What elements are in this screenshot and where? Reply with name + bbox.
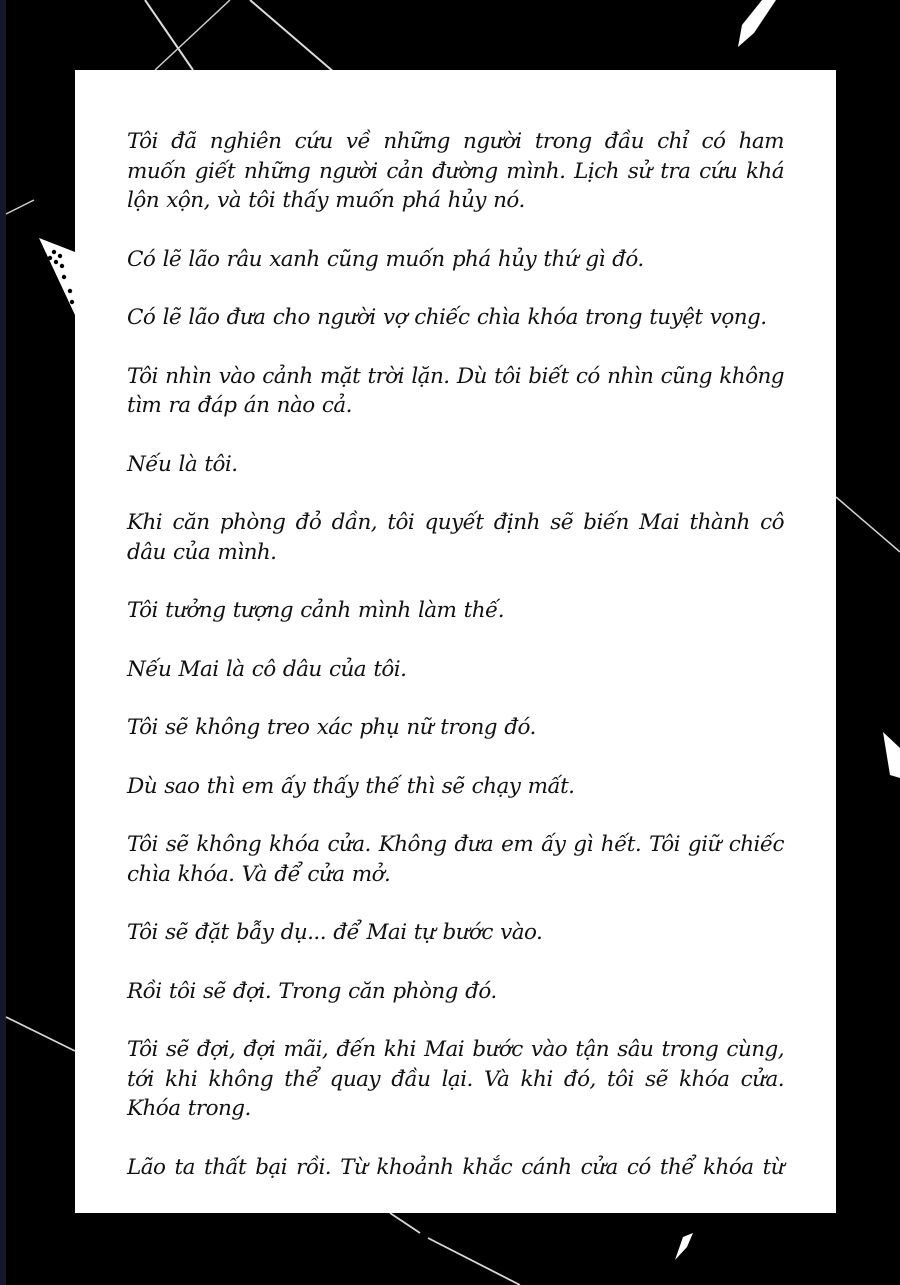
diagonal-line-left-icon bbox=[6, 1017, 75, 1051]
paragraph: Tôi sẽ không treo xác phụ nữ trong đó. bbox=[127, 715, 536, 740]
paragraph: Tôi sẽ không khóa cửa. Không đưa em ấy gì hết. Tôi giữ chiếc chìa khóa. Và để cửa mở. bbox=[127, 832, 784, 887]
paragraph: Tôi nhìn vào cảnh mặt trời lặn. Dù tôi biết có nhìn cũng không tìm ra đáp án nào cả. bbox=[127, 363, 784, 418]
glass-shard-bottom-icon bbox=[675, 1233, 693, 1260]
paragraph: Tôi sẽ đợi, đợi mãi, đến khi Mai bước vào tận sâu trong cùng, tới khi không thể quay đầu lại. Và khi đó, tôi sẽ khóa cửa. Khóa trong. bbox=[127, 1037, 784, 1121]
paragraph: Rồi tôi sẽ đợi. Trong căn phòng đó. bbox=[127, 978, 497, 1004]
glass-shard-top-right-icon bbox=[738, 0, 776, 47]
glass-shard-right-icon bbox=[883, 732, 900, 778]
paragraph: Nếu là tôi. bbox=[127, 451, 238, 477]
paragraph: Tôi tưởng tượng cảnh mình làm thế. bbox=[127, 598, 505, 623]
diagonal-line-right-icon bbox=[836, 497, 900, 552]
diagonal-line-bottom-icon bbox=[390, 1213, 520, 1285]
paragraph: Tôi sẽ đặt bẫy dụ... để Mai tự bước vào. bbox=[127, 920, 543, 945]
paragraph: Nếu Mai là cô dâu của tôi. bbox=[127, 656, 407, 682]
paragraph: Có lẽ lão râu xanh cũng muốn phá hủy thứ gì đó. bbox=[127, 246, 644, 272]
diagonal-line-left-top-icon bbox=[6, 200, 34, 214]
paragraph: Dù sao thì em ấy thấy thế thì sẽ chạy mất. bbox=[127, 773, 575, 799]
paragraph: Lão ta thất bại rồi. Từ khoảnh khắc cánh cửa có thể khóa từ bbox=[127, 1154, 784, 1180]
crossed-lines-top-icon bbox=[145, 0, 335, 73]
paragraph: Tôi đã nghiên cứu về những người trong đầu chỉ có ham muốn giết những người cản đường mình. Lịch sử tra cứu khá lộn xộn, và tôi thấy muốn phá hủy nó. bbox=[127, 129, 784, 213]
paragraph: Khi căn phòng đỏ dần, tôi quyết định sẽ biến Mai thành cô dâu của mình. bbox=[127, 510, 784, 565]
paragraph: Có lẽ lão đưa cho người vợ chiếc chìa khóa trong tuyệt vọng. bbox=[127, 305, 767, 330]
text-panel bbox=[75, 70, 836, 1213]
dotted-triangle-left-icon bbox=[39, 238, 75, 315]
